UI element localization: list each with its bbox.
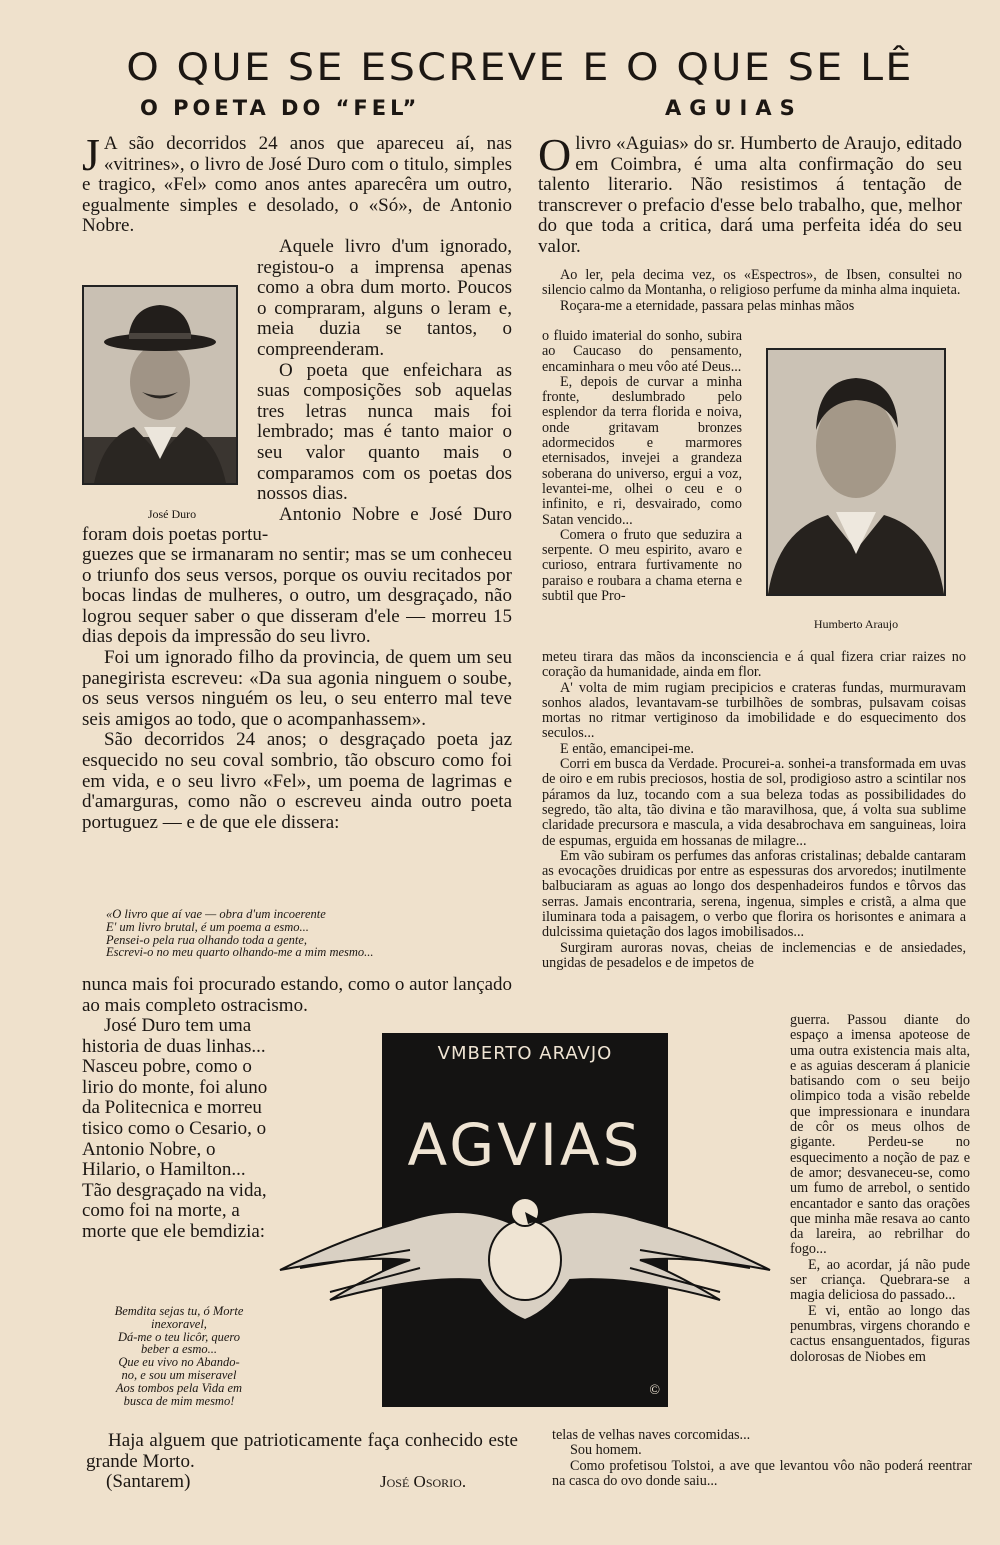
drop-cap-o: O [538,129,572,180]
right-s4: Comera o fruto que seduzira a serpente. O meu espirito, avaro e curioso, entrara furtivamente no paraiso e roubara a chama eterna e subtil que Pro- [542,526,742,605]
verse-line: no, e sou um miseravel [121,1367,237,1382]
portrait-image [768,350,944,594]
left-p7: nunca mais foi procurado estando, como o autor lançado ao mais completo ostracismo. [82,974,512,1016]
humberto-araujo-caption: Humberto Araujo [813,617,899,631]
right-narrow-column [542,329,742,604]
verse-fel [106,908,506,959]
left-p9-text: Haja alguem que patrioticamente faça conhecido este grande Morto. [86,1430,518,1472]
jose-duro-photo [82,285,238,485]
right-body-end [552,1428,972,1489]
right-wrap-column [790,1013,970,1365]
verse-line: Pensei-o pela rua olhando toda a gente, [106,932,308,947]
verse-morte [86,1305,272,1407]
left-p4a: Antonio Nobre e José Duro foram dois poetas portu- [82,503,512,546]
place-line: (Santarem) [106,1471,191,1492]
verse-line: busca de mim mesmo! [123,1393,235,1408]
drop-cap-j: J [82,129,100,180]
left-p2: Aquele livro d'um ignorado, registou-o a imprensa apenas como a obra dum morto. Poucos o compraram, alguns o leram e, meia duzia se tantos, o compreenderam. [257,236,512,360]
verse-line: Bemdita sejas tu, ó Morte [114,1304,244,1318]
cover-author: VMBERTO ARAVJO [437,1043,613,1064]
cover-mark: © [649,1383,660,1398]
verse-line: beber a esmo... [140,1342,218,1357]
left-p5: Foi um ignorado filho da provincia, de quem um seu panegirista escreveu: «Da sua agonia ninguem o soube, os seus versos ninguém os leu, o seu enterro mal teve seis amigos ao todo, que o acompanhassem». [82,646,512,730]
eagle-illustration [270,1160,780,1330]
portrait-image [84,287,236,483]
left-body [82,545,512,833]
author-signature: José Osorio. [380,1472,467,1491]
right-intro-text: livro «Aguias» do sr. Humberto de Araujo, editado em Coimbra, é uma alta confirmação do seu talento literario. Não resistimos á tentação de transcrever o prefacio d'esse belo trabalho, que, melhor do que toda a critica, dará uma perfeita idéa do seu valor. [538,133,962,257]
right-article-heading: AGUIAS [665,96,803,120]
page-title: O QUE SE ESCREVE E O QUE SE LÊ [126,46,914,89]
verse-line: «O livro que aí vae — obra d'um incoerente [106,907,326,921]
right-body-top [542,268,962,314]
verse-line: E' um livro brutal, é um poema a esmo... [106,919,309,934]
right-s9b: guerra. Passou diante do espaço a imensa apoteose de uma outra existencia mais alta, e as aguias desceram á planicie batisando com o seu beijo olimpico toda a visão rebelde que impressionara e inundara de côr os meus olhos de gigante. Perdeu-se no esquecimento a noção de paz e de amor; desvaneceu-se, como um fumo de arrebol, o sentido encantador e santo das orações que minha mãe resava ao canto da lareira, ao rebrilhar do fogo... [790,1012,970,1258]
right-s6: E então, emancipei-me. [560,740,694,757]
right-s2b: o fluido imaterial do sonho, subira ao Caucaso do pensamento, encaminhara o meu vôo até Deus... [542,328,742,375]
right-s3: E, depois de curvar a minha fronte, deslumbrado pelo esplendor da terra florida e noiva, onde gritavam bronzes adormecidos e marmores eternisados, invejei a grandeza soberana do universo, ergui a voz, levantei-me, olhei o ceu e o infinito, e ri, desvairado, como Satan vencido... [542,373,742,528]
humberto-araujo-photo [766,348,946,596]
right-s11a: E vi, então ao longo das penumbras, virgens chorando e cactus ensanguentados, figuras dolorosas de Niobes em [790,1302,970,1365]
verse-line: Dá-me o teu licôr, quero [117,1329,241,1344]
jose-duro-caption: José Duro [147,507,197,521]
left-p6: São decorridos 24 anos; o desgraçado poeta jaz esquecido no seu coval sombrio, tão obscuro como foi em vida, e o seu livro «Fel», um poema de lagrimas e d'amarguras, como não o escreveu ainda outro poeta portuguez — e de que ele dissera: [82,729,512,833]
right-s13: Como profetisou Tolstoi, a ave que levantou vôo não poderá reentrar na casca do ovo donde saiu... [552,1457,972,1489]
right-s7: Corri em busca da Verdade. Procurei-a. sonhei-a transformada em uvas de oiro e em rubis preciosos, hostia de sol, prodigioso astro a scintilar nos páramos da luz, tocando com a sua beleza todas as possibilidades do segredo, tão alta, tão divina e tão maravilhosa, que, á volta sua sublime claridade precursora e mascula, a vida desabrochava em sanguineas, loira de espumas, erguida em hossanas de milagre... [542,756,966,849]
verse-line: Aos tombos pela Vida em [115,1380,243,1395]
cover-title: AGVIAS [407,1111,643,1179]
right-s8: Em vão subiram os perfumes das anforas cristalinas; debalde cantaram as evocações druidicas por entre as espessuras dos arvoredos; inutilmente balbuciaram as aguas ao longo dos despenhadeiros fundos e tôrvos das serras. Jamais encontraria, serena, ingenua, simples e cristã, a alma que iluminara toda a paisagem, o verbo que florira os horisontes e animara a dulcissima quietação dos lagos imobilisados... [542,847,966,941]
left-p8 [82,1016,268,1243]
left-p3: O poeta que enfeichara as suas composições sob aquelas tres letras nunca mais foi lembrado; mas é tanto maior o seu valor quanto mais o comparamos com os poetas dos nossos dias. [257,359,512,505]
right-s10: E, ao acordar, já não pude ser criança. Quebrara-se a magia deliciosa do passado... [790,1256,970,1304]
right-s11b: telas de velhas naves corcomidas... [552,1427,751,1443]
right-body-mid [542,650,966,971]
verse-line: inexoravel, [151,1316,207,1331]
left-intro [82,129,512,237]
left-p4b: guezes que se irmanaram no sentir; mas se um conheceu o triunfo dos seus versos, porque os ouviu recitados por bocas lindas de mulheres, o outro, um desgraçado, não logrou sequer saber o que disseram d'ele — morreu 15 dias depois da impressão do seu livro. [82,544,512,648]
right-s2a: Roçara-me a eternidade, passara pelas minhas mãos [560,297,855,314]
right-s1: Ao ler, pela decima vez, os «Espectros», de Ibsen, consultei no silencio calmo da Montanha, o religioso perfume da minha alma inquieta. [542,267,962,299]
left-article-heading: O POETA DO “FEL” [140,96,421,120]
left-p9 [86,1431,518,1472]
right-s9a: Surgiram auroras novas, cheias de inclemencias e de ansiedades, ungidas de pesadelos e de impetos de [542,939,966,971]
verse-line: Escrevi-o no meu quarto olhando-me a mim mesmo... [106,945,374,960]
verse-line: Que eu vivo no Abando- [118,1355,240,1370]
left-intro-text: A são decorridos 24 anos que apareceu aí, nas «vitrines», o livro de José Duro com o titulo, simples e tragico, «Fel» como anos antes aparecêra um outro, egualmente simples e desolado, o «Só», de Antonio Nobre. [82,133,512,237]
right-s4b: meteu tirara das mãos da inconsciencia e á qual fizera criar raizes no coração da humanidade, ainda em flor. [542,649,966,681]
right-intro [538,129,962,258]
right-s5: A' volta de mim rugiam precipicios e crateras fundas, murmuravam sonhos alados, levantavam-se turbilhões de sombras, pulsavam coisas mortas no ritmar vertiginoso da imobilidade e do esquecimento dos seculos... [542,679,966,742]
left-p8-text: José Duro tem uma historia de duas linhas... Nasceu pobre, como o lirio do monte, foi aluno da Politecnica e morreu tisico como o Cesario, o Antonio Nobre, o Hilario, o Hamilton... Tão desgraçado na vida, como foi na morte, a morte que ele bemdizia: [82,1015,268,1242]
right-s12: Sou homem. [570,1442,642,1459]
